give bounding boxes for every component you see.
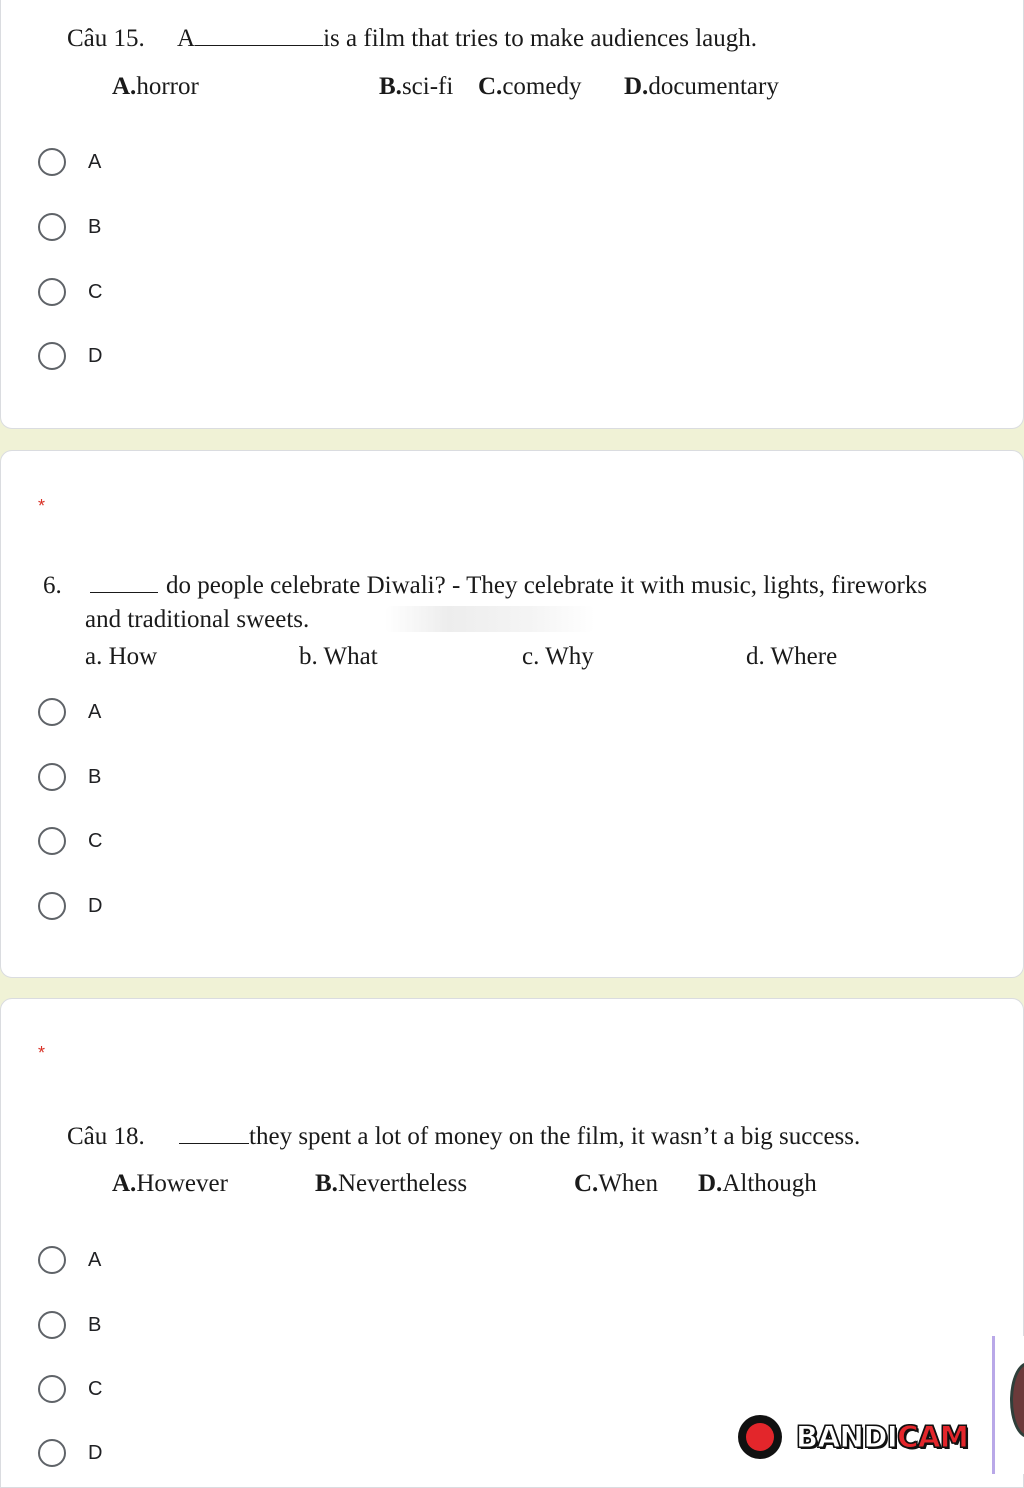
- choice-label: D: [88, 344, 103, 367]
- radio-button[interactable]: [38, 213, 66, 241]
- choice-label: D: [88, 894, 103, 917]
- option-c-text: C.comedy: [478, 73, 582, 100]
- choice-a[interactable]: [38, 145, 101, 179]
- choice-a[interactable]: [38, 1243, 101, 1277]
- question-card-15: [0, 0, 1024, 429]
- option-d-text: d. Where: [746, 643, 838, 670]
- option-a-text: A.However: [112, 1170, 228, 1197]
- choice-c[interactable]: [38, 1372, 102, 1406]
- stem-text: they spent a lot of money on the film, it wasn’t a big success.: [249, 1123, 861, 1150]
- stem-text: do people celebrate Diwali? - They celebrate it with music, lights, fireworks: [166, 572, 928, 599]
- bandicam-watermark: [738, 1412, 968, 1462]
- radio-button[interactable]: [38, 1375, 66, 1403]
- radio-button[interactable]: [38, 892, 66, 920]
- radio-button[interactable]: [38, 148, 66, 176]
- question-stem: [67, 1123, 860, 1151]
- radio-button[interactable]: [38, 1246, 66, 1274]
- record-icon: [738, 1415, 782, 1459]
- radio-button[interactable]: [38, 827, 66, 855]
- choice-b[interactable]: [38, 1308, 101, 1342]
- option-b-text: b. What: [299, 643, 378, 670]
- stem-lead: A: [177, 25, 196, 52]
- radio-button[interactable]: [38, 342, 66, 370]
- option-b-text: B.Nevertheless: [315, 1170, 468, 1197]
- radio-button[interactable]: [38, 278, 66, 306]
- choice-a[interactable]: [38, 695, 101, 729]
- choice-c[interactable]: [38, 275, 102, 309]
- question-stem-line1: [43, 572, 927, 600]
- option-d-text: D.Although: [698, 1170, 817, 1197]
- choice-b[interactable]: [38, 760, 101, 794]
- choice-label: B: [88, 765, 102, 788]
- choice-label: A: [88, 150, 102, 173]
- choice-label: D: [88, 1441, 103, 1464]
- option-b-text: B.sci-fi: [379, 73, 454, 100]
- stem-text: is a film that tries to make audiences laugh.: [323, 25, 757, 52]
- choice-label: C: [88, 1377, 103, 1400]
- choice-b[interactable]: [38, 210, 101, 244]
- question-stem: [67, 25, 757, 53]
- question-number: Câu 15.: [67, 25, 145, 52]
- choice-label: B: [88, 215, 102, 238]
- required-asterisk: *: [38, 496, 46, 516]
- radio-button[interactable]: [38, 1439, 66, 1467]
- choice-d[interactable]: [38, 889, 102, 923]
- choice-d[interactable]: [38, 339, 102, 373]
- option-a-text: a. How: [85, 643, 158, 670]
- choice-d[interactable]: [38, 1436, 102, 1470]
- required-asterisk: *: [38, 1043, 46, 1063]
- choice-label: C: [88, 829, 103, 852]
- choice-c[interactable]: [38, 824, 102, 858]
- question-number: Câu 18.: [67, 1123, 145, 1150]
- question-number: 6.: [43, 572, 62, 599]
- radio-button[interactable]: [38, 763, 66, 791]
- radio-button[interactable]: [38, 698, 66, 726]
- answer-blank: [90, 572, 158, 593]
- answer-blank: [179, 1123, 249, 1144]
- option-a-text: A.horror: [112, 73, 199, 100]
- watermark-text: BANDICAM: [796, 1420, 969, 1454]
- radio-button[interactable]: [38, 1311, 66, 1339]
- question-card-6: [0, 450, 1024, 978]
- choice-label: B: [88, 1313, 102, 1336]
- choice-label: A: [88, 700, 102, 723]
- question-stem-line2: and traditional sweets.: [85, 606, 310, 633]
- image-smudge: [385, 606, 595, 632]
- option-d-text: D.documentary: [624, 73, 779, 100]
- choice-label: C: [88, 280, 103, 303]
- option-c-text: c. Why: [522, 643, 594, 670]
- choice-label: A: [88, 1248, 102, 1271]
- answer-blank: [195, 25, 323, 46]
- option-c-text: C.When: [574, 1170, 659, 1197]
